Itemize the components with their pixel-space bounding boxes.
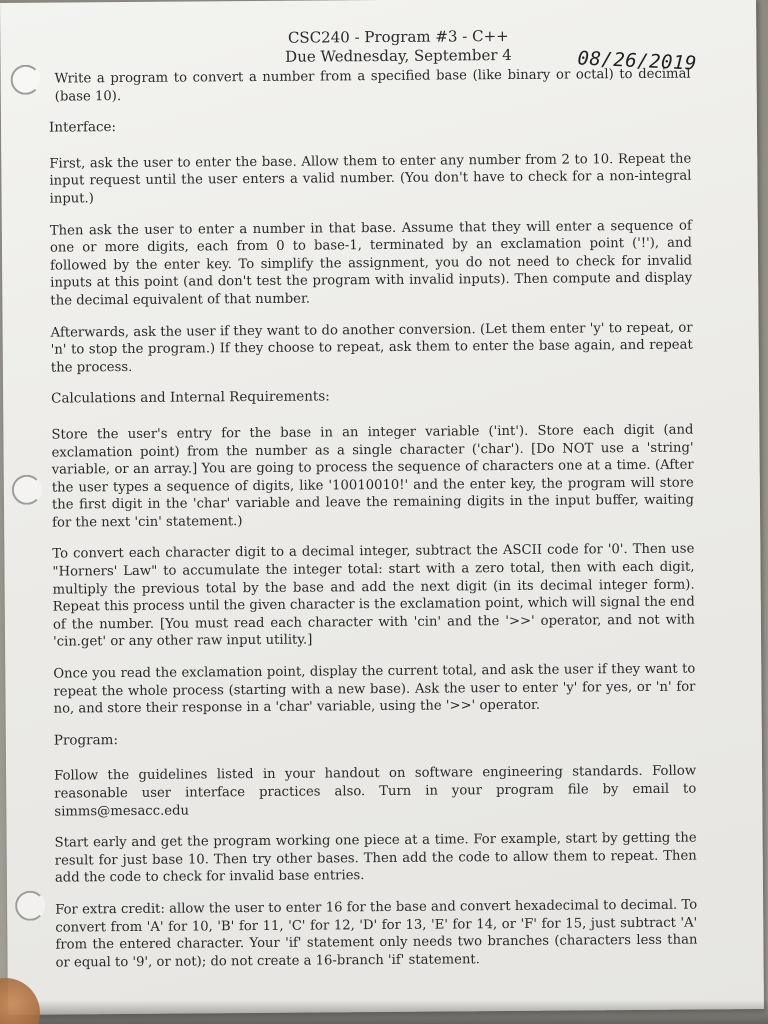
punch-hole-bottom	[15, 891, 45, 921]
interface-paragraph: First, ask the user to enter the base. Allow them to enter any number from 2 to 10. Repeat the input request until the user enters a valid number. (You don't have to check for a non-integral input.)	[49, 151, 692, 207]
table-edge	[0, 1000, 768, 1024]
calculations-paragraph: Once you read the exclamation point, display the current total, and ask the user if they want to repeat the whole process (starting with a new base). Ask the user to enter 'y' for yes, or 'n' for no, and store their response in a 'char' variable, using the '>>' operator.	[53, 661, 696, 717]
handwritten-date: 08/26/2019	[576, 47, 697, 75]
document-body	[49, 66, 698, 986]
program-paragraph: Follow the guidelines listed in your handout on software engineering standards. Follow reasonable user interface practices also. Turn in your program file by email to simms@mesacc.edu	[54, 763, 697, 820]
calculations-paragraph: To convert each character digit to a decimal integer, subtract the ASCII code for '0'. Then use "Horners' Law" to accumulate the integer total: start with a zero total, then with each digit, multiply the previous total by the base and add the next digit (in its decimal integer form). Repeat this process until the given character is the exclamation point, which will signal the end of the number. [You must read each character with 'cin' and the '>>' operator, and not with 'cin.get' or any other raw input utility.]	[52, 542, 695, 651]
interface-heading: Interface:	[48, 119, 117, 136]
punch-hole-middle	[12, 475, 42, 505]
interface-paragraph: Afterwards, ask the user if they want to do another conversion. (Let them enter 'y' to repeat, or 'n' to stop the program.) If they choose to repeat, ask them to enter the base again, and repeat the process.	[50, 320, 693, 376]
calculations-heading: Calculations and Internal Requirements:	[51, 388, 330, 407]
program-paragraph: Start early and get the program working one piece at a time. For example, start by getting the result for just base 10. Then try other bases. Then add the code to allow them to repeat. Then add the code to check for invalid base entries.	[54, 830, 697, 886]
calculations-paragraph: Store the user's entry for the base in an integer variable ('int'). Store each digit (and exclamation point) from the number as a single character ('char'). [Do NOT use a 'string' variable, or an array.] You are going to process the sequence of characters one at a time. (After the user types a sequence of digits, like '10010010!' and the enter key, the program will store the first digit in the 'char' variable and leave the remaining digits in the input buffer, waiting for the next 'cin' statement.)	[51, 422, 695, 531]
intro-paragraph: Write a program to convert a number from a specified base (like binary or octal) to decimal (base 10).	[54, 66, 691, 105]
program-heading: Program:	[53, 731, 119, 749]
punch-hole-top	[11, 65, 41, 95]
course-title: CSC240 - Program #3 - C++	[287, 26, 509, 47]
interface-paragraph: Then ask the user to enter a number in that base. Assume that they will enter a sequence of one or more digits, each from 0 to base-1, terminated by an exclamation point ('!'), and followed by the enter key. To simplify the assignment, you do not need to check for invalid inputs at this point (and don't test the program with invalid inputs). Then compute and display the decimal equivalent of that number.	[49, 218, 693, 309]
program-paragraph: For extra credit: allow the user to enter 16 for the base and convert hexadecimal to decimal. To convert from 'A' for 10, 'B' for 11, 'C' for 12, 'D' for 13, 'E' for 14, or 'F' for 15, just subtract 'A' from the entered character. Your 'if' statement only needs two branches (characters less than or equal to '9', or not); do not create a 16-branch 'if' statement.	[55, 897, 698, 971]
due-date: Due Wednesday, September 4	[285, 45, 512, 66]
